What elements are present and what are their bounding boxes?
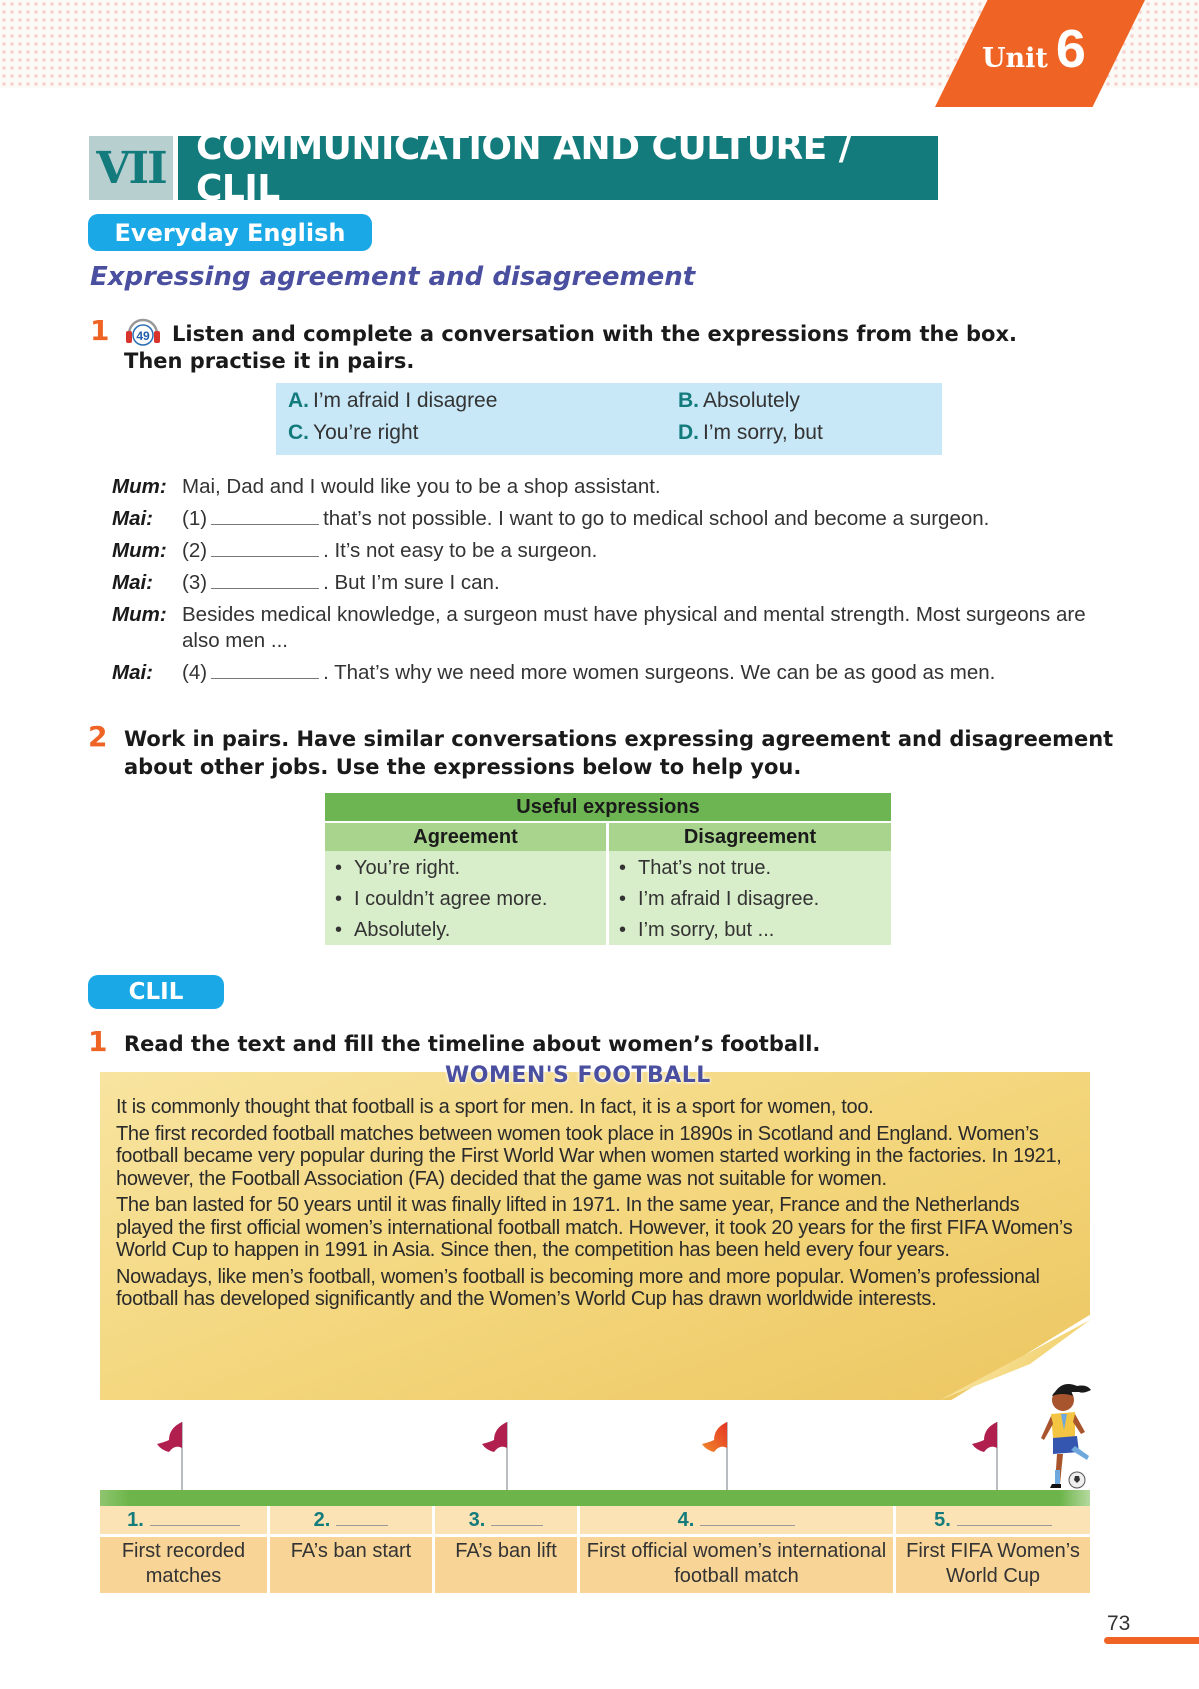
expressions-box xyxy=(276,383,942,455)
timeline-ground xyxy=(100,1490,1090,1506)
section-title: COMMUNICATION AND CULTURE / CLIL xyxy=(178,136,938,200)
option-a: A. I’m afraid I disagree xyxy=(288,389,498,412)
unit-number: 6 xyxy=(1055,19,1086,79)
exercise-number: 1 xyxy=(88,1025,108,1058)
option-b: B. Absolutely xyxy=(678,389,800,412)
everyday-english-pill: Everyday English xyxy=(88,214,372,251)
disagreement-header: Disagreement xyxy=(609,823,891,851)
exercise-number: 1 xyxy=(90,314,110,347)
answer-blank-2[interactable] xyxy=(211,539,319,557)
timeline-answer-2[interactable]: 2. xyxy=(270,1506,432,1534)
list-item: • You’re right. xyxy=(335,853,596,884)
dialogue-line: Mai: (4) . That’s why we need more women surgeons. We can be as good as men. xyxy=(112,661,996,684)
unit-word: Unit xyxy=(982,43,1048,74)
timeline-label: FA’s ban start xyxy=(270,1537,432,1593)
agreement-header: Agreement xyxy=(325,823,606,851)
list-item: • I’m afraid I disagree. xyxy=(619,884,881,915)
agreement-list xyxy=(325,851,606,945)
timeline-label: First official women’s international football match xyxy=(580,1537,893,1593)
option-d: D. I’m sorry, but xyxy=(678,421,823,444)
page-number: 73 xyxy=(1107,1612,1131,1635)
dialogue-line: Mum: (2) . It’s not easy to be a surgeon. xyxy=(112,539,598,562)
dialogue-line: Mum: Besides medical knowledge, a surgeon must have physical and mental strength. Most surgeons are also men ... xyxy=(112,603,1086,652)
section-numeral: VII xyxy=(89,136,173,200)
timeline-cell xyxy=(270,1506,432,1593)
list-item: • That’s not true. xyxy=(619,853,881,884)
answer-blank-4[interactable] xyxy=(211,661,319,679)
dialogue-line: Mum: Mai, Dad and I would like you to be a shop assistant. xyxy=(112,475,661,498)
exercise-1-instruction-line1: Listen and complete a conversation with the expressions from the box. xyxy=(172,322,1017,346)
disagreement-list xyxy=(609,851,891,945)
subheading: Expressing agreement and disagreement xyxy=(90,262,696,292)
reading-paragraph: The ban lasted for 50 years until it was finally lifted in 1971. In the same year, France and the Netherlands played the first official women’s international football match. However, it took 20 years for the first FIFA Women’s World Cup to happen in 1991 in Asia. Since then, the competition has been held every four years. xyxy=(116,1194,1073,1261)
reading-paragraph: Nowadays, like men’s football, women’s football is becoming more and more popular. Women’s professional football has developed significantly and the Women’s World Cup has drawn worldwide interests. xyxy=(116,1265,1040,1310)
timeline-cell xyxy=(580,1506,893,1593)
exercise-1-instruction-line2: Then practise it in pairs. xyxy=(124,349,415,373)
dialogue-line: Mai: (1) that’s not possible. I want to go to medical school and become a surgeon. xyxy=(112,507,990,530)
page-number-bar xyxy=(1104,1637,1199,1644)
answer-blank-1[interactable] xyxy=(211,507,319,525)
useful-expressions-title: Useful expressions xyxy=(325,793,891,821)
timeline-cell xyxy=(896,1506,1090,1593)
timeline-label: First FIFA Women’s World Cup xyxy=(896,1537,1090,1593)
timeline-answer-5[interactable]: 5. xyxy=(896,1506,1090,1534)
football-player-illustration xyxy=(1035,1380,1095,1495)
exercise-2-instruction-line2: about other jobs. Use the expressions below to help you. xyxy=(124,755,802,779)
timeline-answer-3[interactable]: 3. xyxy=(435,1506,577,1534)
headphones-icon[interactable] xyxy=(124,316,162,346)
clil-pill: CLIL xyxy=(88,975,224,1009)
reading-text xyxy=(116,1096,1076,1315)
exercise-number: 2 xyxy=(88,720,108,753)
list-item: • I couldn’t agree more. xyxy=(335,884,596,915)
flag-icon xyxy=(155,1422,185,1492)
audio-track-number: 49 xyxy=(136,329,150,343)
answer-blank-3[interactable] xyxy=(211,571,319,589)
timeline-cell xyxy=(435,1506,577,1593)
flag-icon xyxy=(970,1422,1000,1492)
timeline-cell xyxy=(100,1506,267,1593)
unit-label xyxy=(982,18,1086,88)
list-item: • I’m sorry, but ... xyxy=(619,915,881,946)
timeline-label: First recorded matches xyxy=(100,1537,267,1593)
reading-paragraph: The first recorded football matches between women took place in 1890s in Scotland and England. Women’s football became very popular during the First World War when women started working in the factories. In 1921, however, the Football Association (FA) decided that the game was not suitable for women. xyxy=(116,1122,1062,1190)
reading-paragraph: It is commonly thought that football is a sport for men. In fact, it is a sport for women, too. xyxy=(116,1096,874,1118)
flag-icon xyxy=(700,1422,730,1492)
timeline-answer-1[interactable]: 1. xyxy=(100,1506,267,1534)
useful-expressions-table xyxy=(325,793,891,947)
timeline-table xyxy=(100,1506,1090,1593)
option-c: C. You’re right xyxy=(288,421,419,444)
list-item: • Absolutely. xyxy=(335,915,596,946)
clil-instruction: Read the text and fill the timeline about women’s football. xyxy=(124,1032,821,1056)
dialogue xyxy=(112,474,1092,692)
flag-icon xyxy=(480,1422,510,1492)
exercise-2-instruction-line1: Work in pairs. Have similar conversations expressing agreement and disagreement xyxy=(124,727,1114,751)
reading-title: WOMEN'S FOOTBALL xyxy=(445,1063,711,1088)
timeline-label: FA’s ban lift xyxy=(435,1537,577,1593)
dialogue-line: Mai: (3) . But I’m sure I can. xyxy=(112,571,500,594)
timeline-answer-4[interactable]: 4. xyxy=(580,1506,893,1534)
